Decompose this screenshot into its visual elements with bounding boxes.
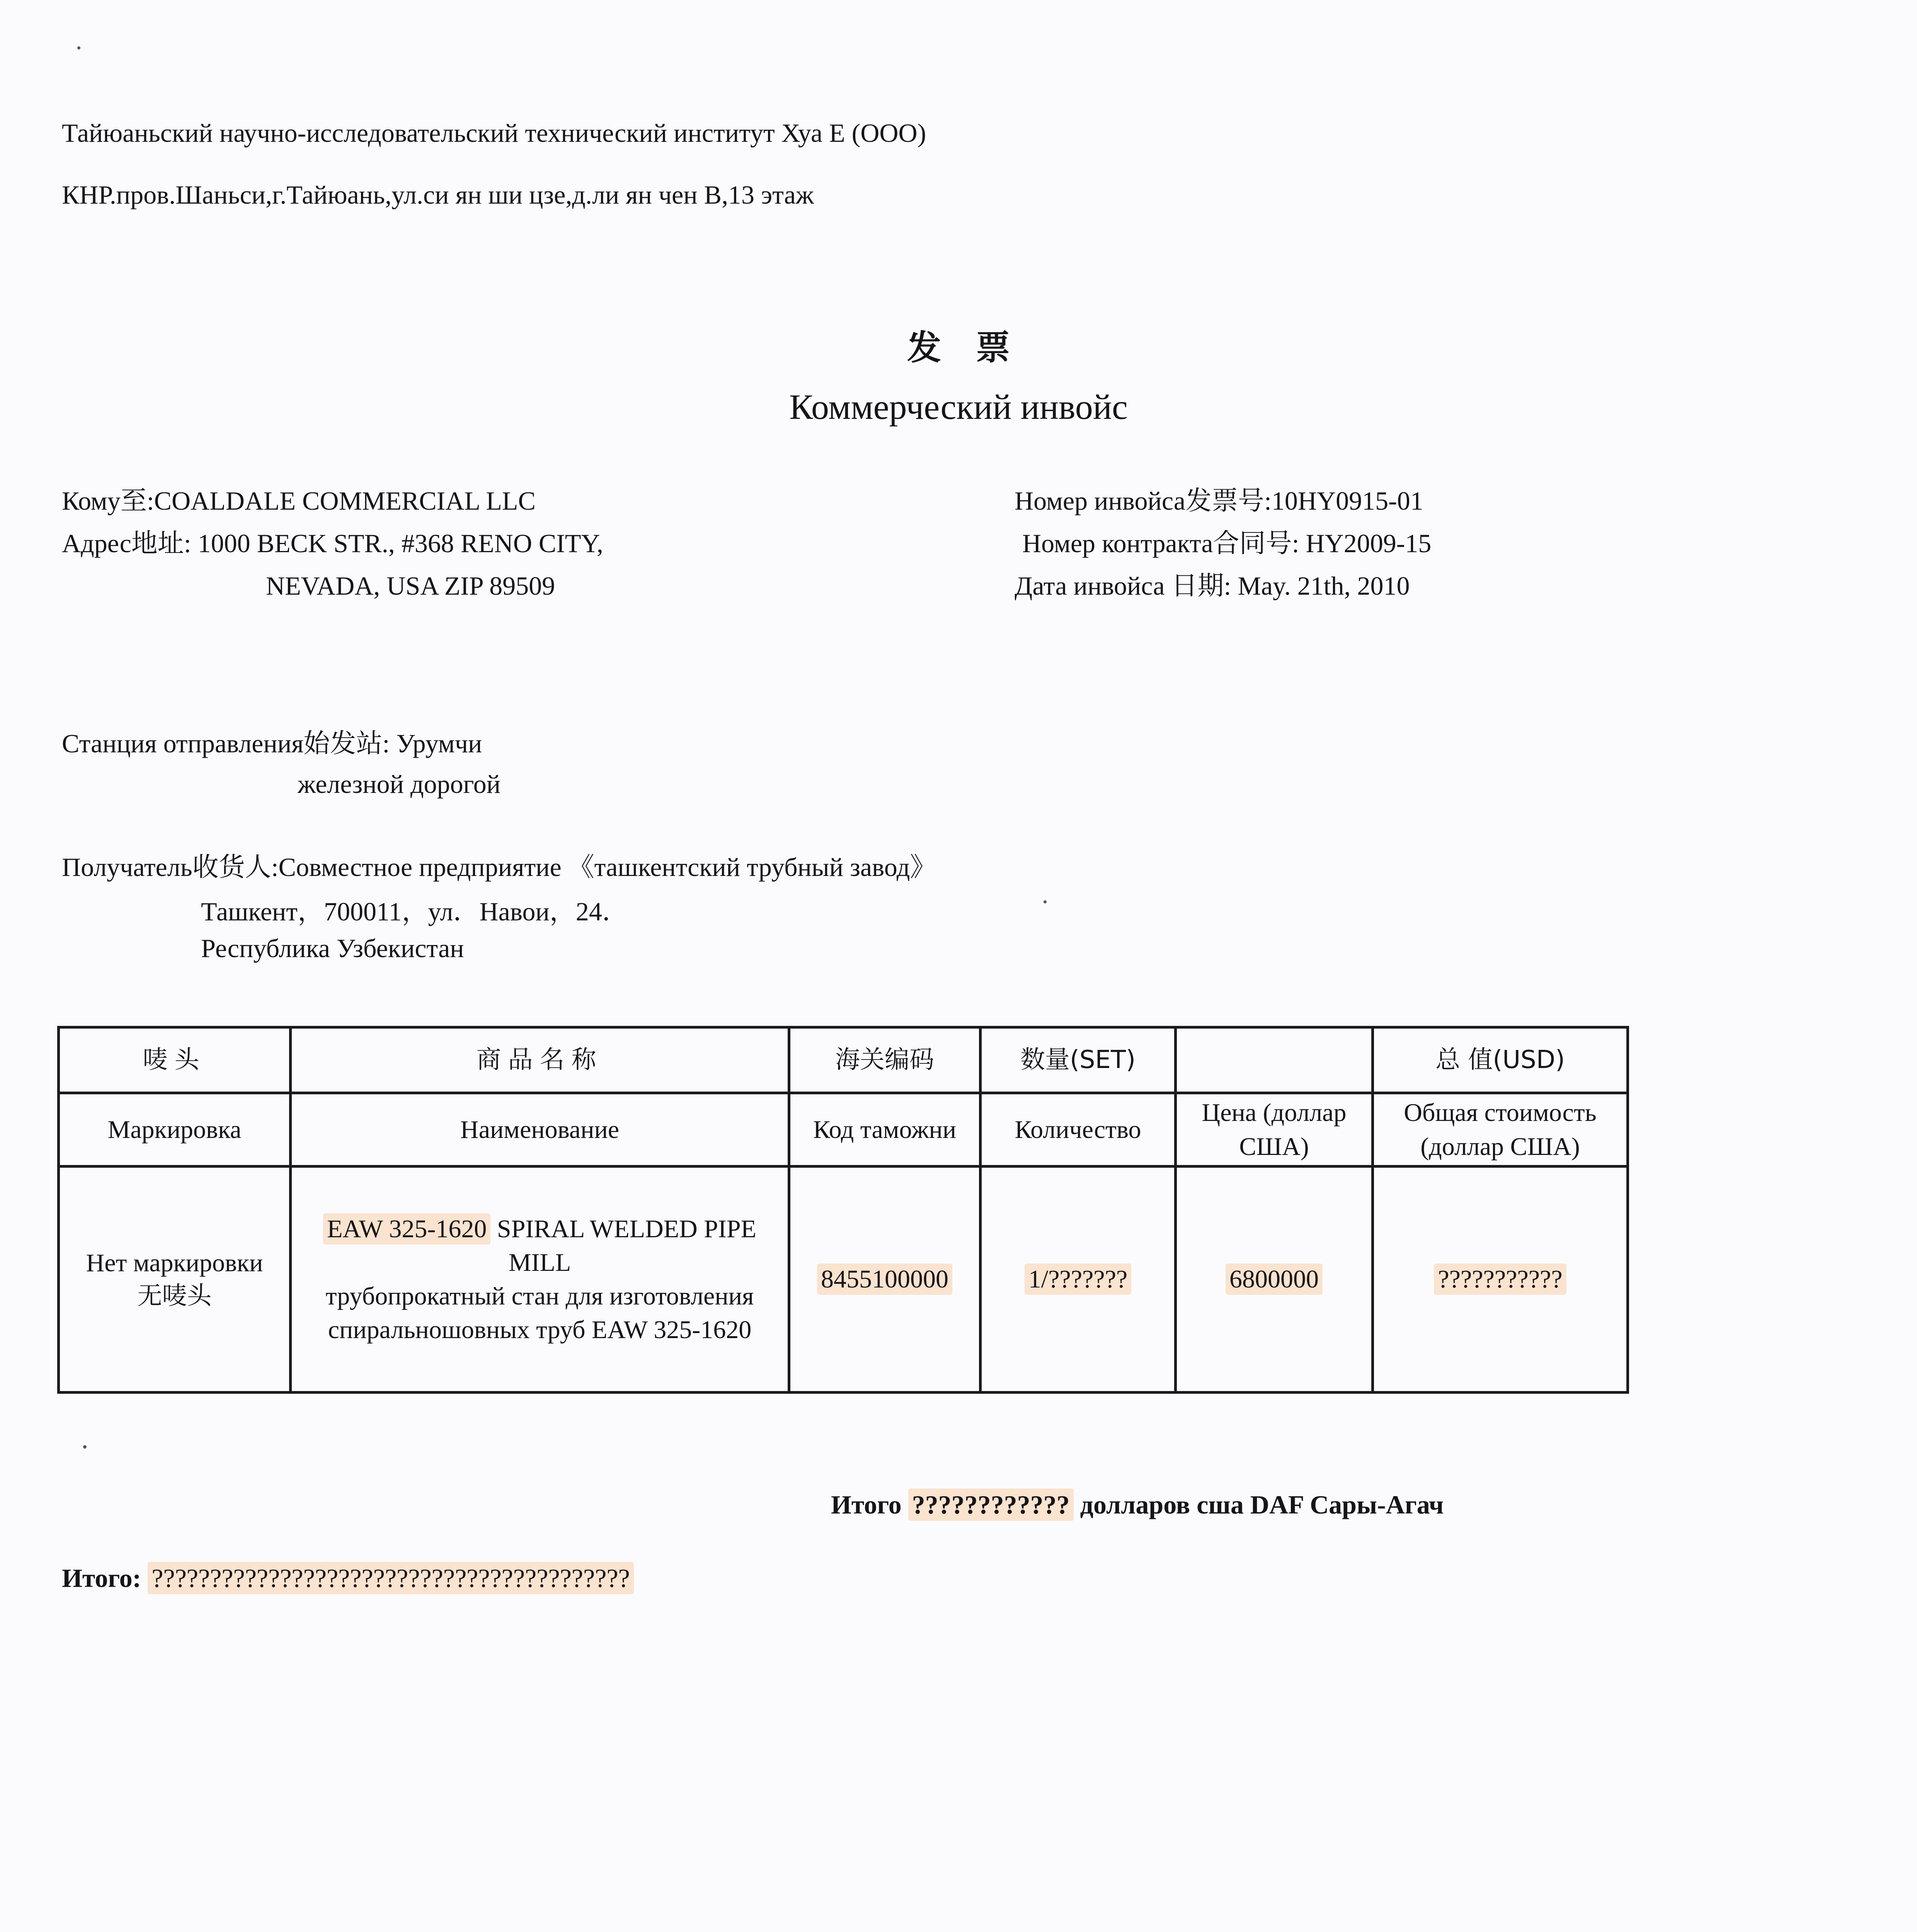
company-address: КНР.пров.Шаньси,г.Тайюань,ул.си ян ши цзе,д.ли ян чен B,13 этаж [62,180,814,209]
invoice-date: Дата инвойса 日期: May. 21th, 2010 [1015,571,1410,600]
scan-speck [77,46,80,49]
row-marks-ru: Нет маркировки [86,1249,263,1277]
shipping-method: железной дорогой [298,769,501,799]
row-marks-cn: 无唛头 [137,1282,212,1311]
total-line [831,1492,1444,1518]
header-price-cn [1176,1027,1373,1093]
total-amount: ???????????? [908,1488,1074,1521]
consignee-address: Ташкент，700011，ул．Навои，24． [201,897,628,926]
header-qty-cn: 数量(SET) [981,1027,1176,1093]
recipient-address-line1: Адрес地址: 1000 BECK STR., #368 RENO CITY, [62,529,603,558]
recipient-to: Кому至:COALDALE COMMERCIAL LLC [62,486,536,515]
row-total-cell [1373,1167,1628,1393]
header-price-ru: Цена (доллар США) [1176,1093,1373,1167]
row-customs-cell [789,1167,981,1393]
departure-station: Станция отправления始发站: Урумчи [62,729,482,758]
row-customs: 8455100000 [817,1264,952,1295]
consignee-country: Республика Узбекистан [201,934,464,963]
table-row [59,1167,1628,1393]
header-marks-ru: Маркировка [59,1093,291,1167]
table-header-ru [59,1093,1628,1167]
header-total-cn: 总 值(USD) [1373,1027,1628,1093]
row-model-highlight: EAW 325-1620 [323,1213,490,1245]
header-customs-ru: Код таможни [789,1093,981,1167]
total-in-words [62,1565,634,1591]
consignee-name: Получатель收货人:Совместное предприятие 《ташкентский трубный завод》 [62,852,936,882]
header-total-ru: Общая стоимость (доллар США) [1373,1093,1628,1167]
invoice-title-cn: 发票 [907,328,1045,367]
row-name-en: SPIRAL WELDED PIPE MILL [490,1214,756,1277]
goods-table [57,1026,1629,1394]
row-marks [59,1167,291,1393]
invoice-title-ru: Коммерческий инвойс [789,387,1128,427]
header-qty-ru: Количество [981,1093,1176,1167]
invoice-number: Номер инвойса发票号:10HY0915-01 [1015,486,1423,515]
scan-speck [83,1445,87,1449]
row-qty: 1/??????? [1025,1264,1131,1295]
row-total: ??????????? [1434,1264,1566,1295]
total-words-value: ????????????????????????????????????????? [148,1562,633,1594]
contract-number: Номер контракта合同号: HY2009-15 [1022,529,1432,558]
total-suffix: долларов сша DAF Сары-Агач [1080,1490,1444,1519]
total-words-label: Итого: [62,1563,141,1593]
header-name-ru: Наименование [291,1093,789,1167]
company-name: Тайюаньский научно-исследовательский технический институт Хуа Е (ООО) [62,118,926,148]
scan-speck [1044,900,1047,903]
row-qty-cell [981,1167,1176,1393]
row-price-cell [1176,1167,1373,1393]
table-header-cn [59,1027,1628,1093]
row-name-ru: трубопрокатный стан для изготовления спиральношовных труб EAW 325-1620 [325,1282,754,1344]
recipient-address-line2: NEVADA, USA ZIP 89509 [266,571,555,600]
header-marks-cn: 唛头 [59,1027,291,1093]
row-name [291,1167,789,1393]
row-price: 6800000 [1226,1264,1323,1295]
total-label: Итого [831,1490,902,1519]
header-customs-cn: 海关编码 [789,1027,981,1093]
header-name-cn: 商品名称 [291,1027,789,1093]
